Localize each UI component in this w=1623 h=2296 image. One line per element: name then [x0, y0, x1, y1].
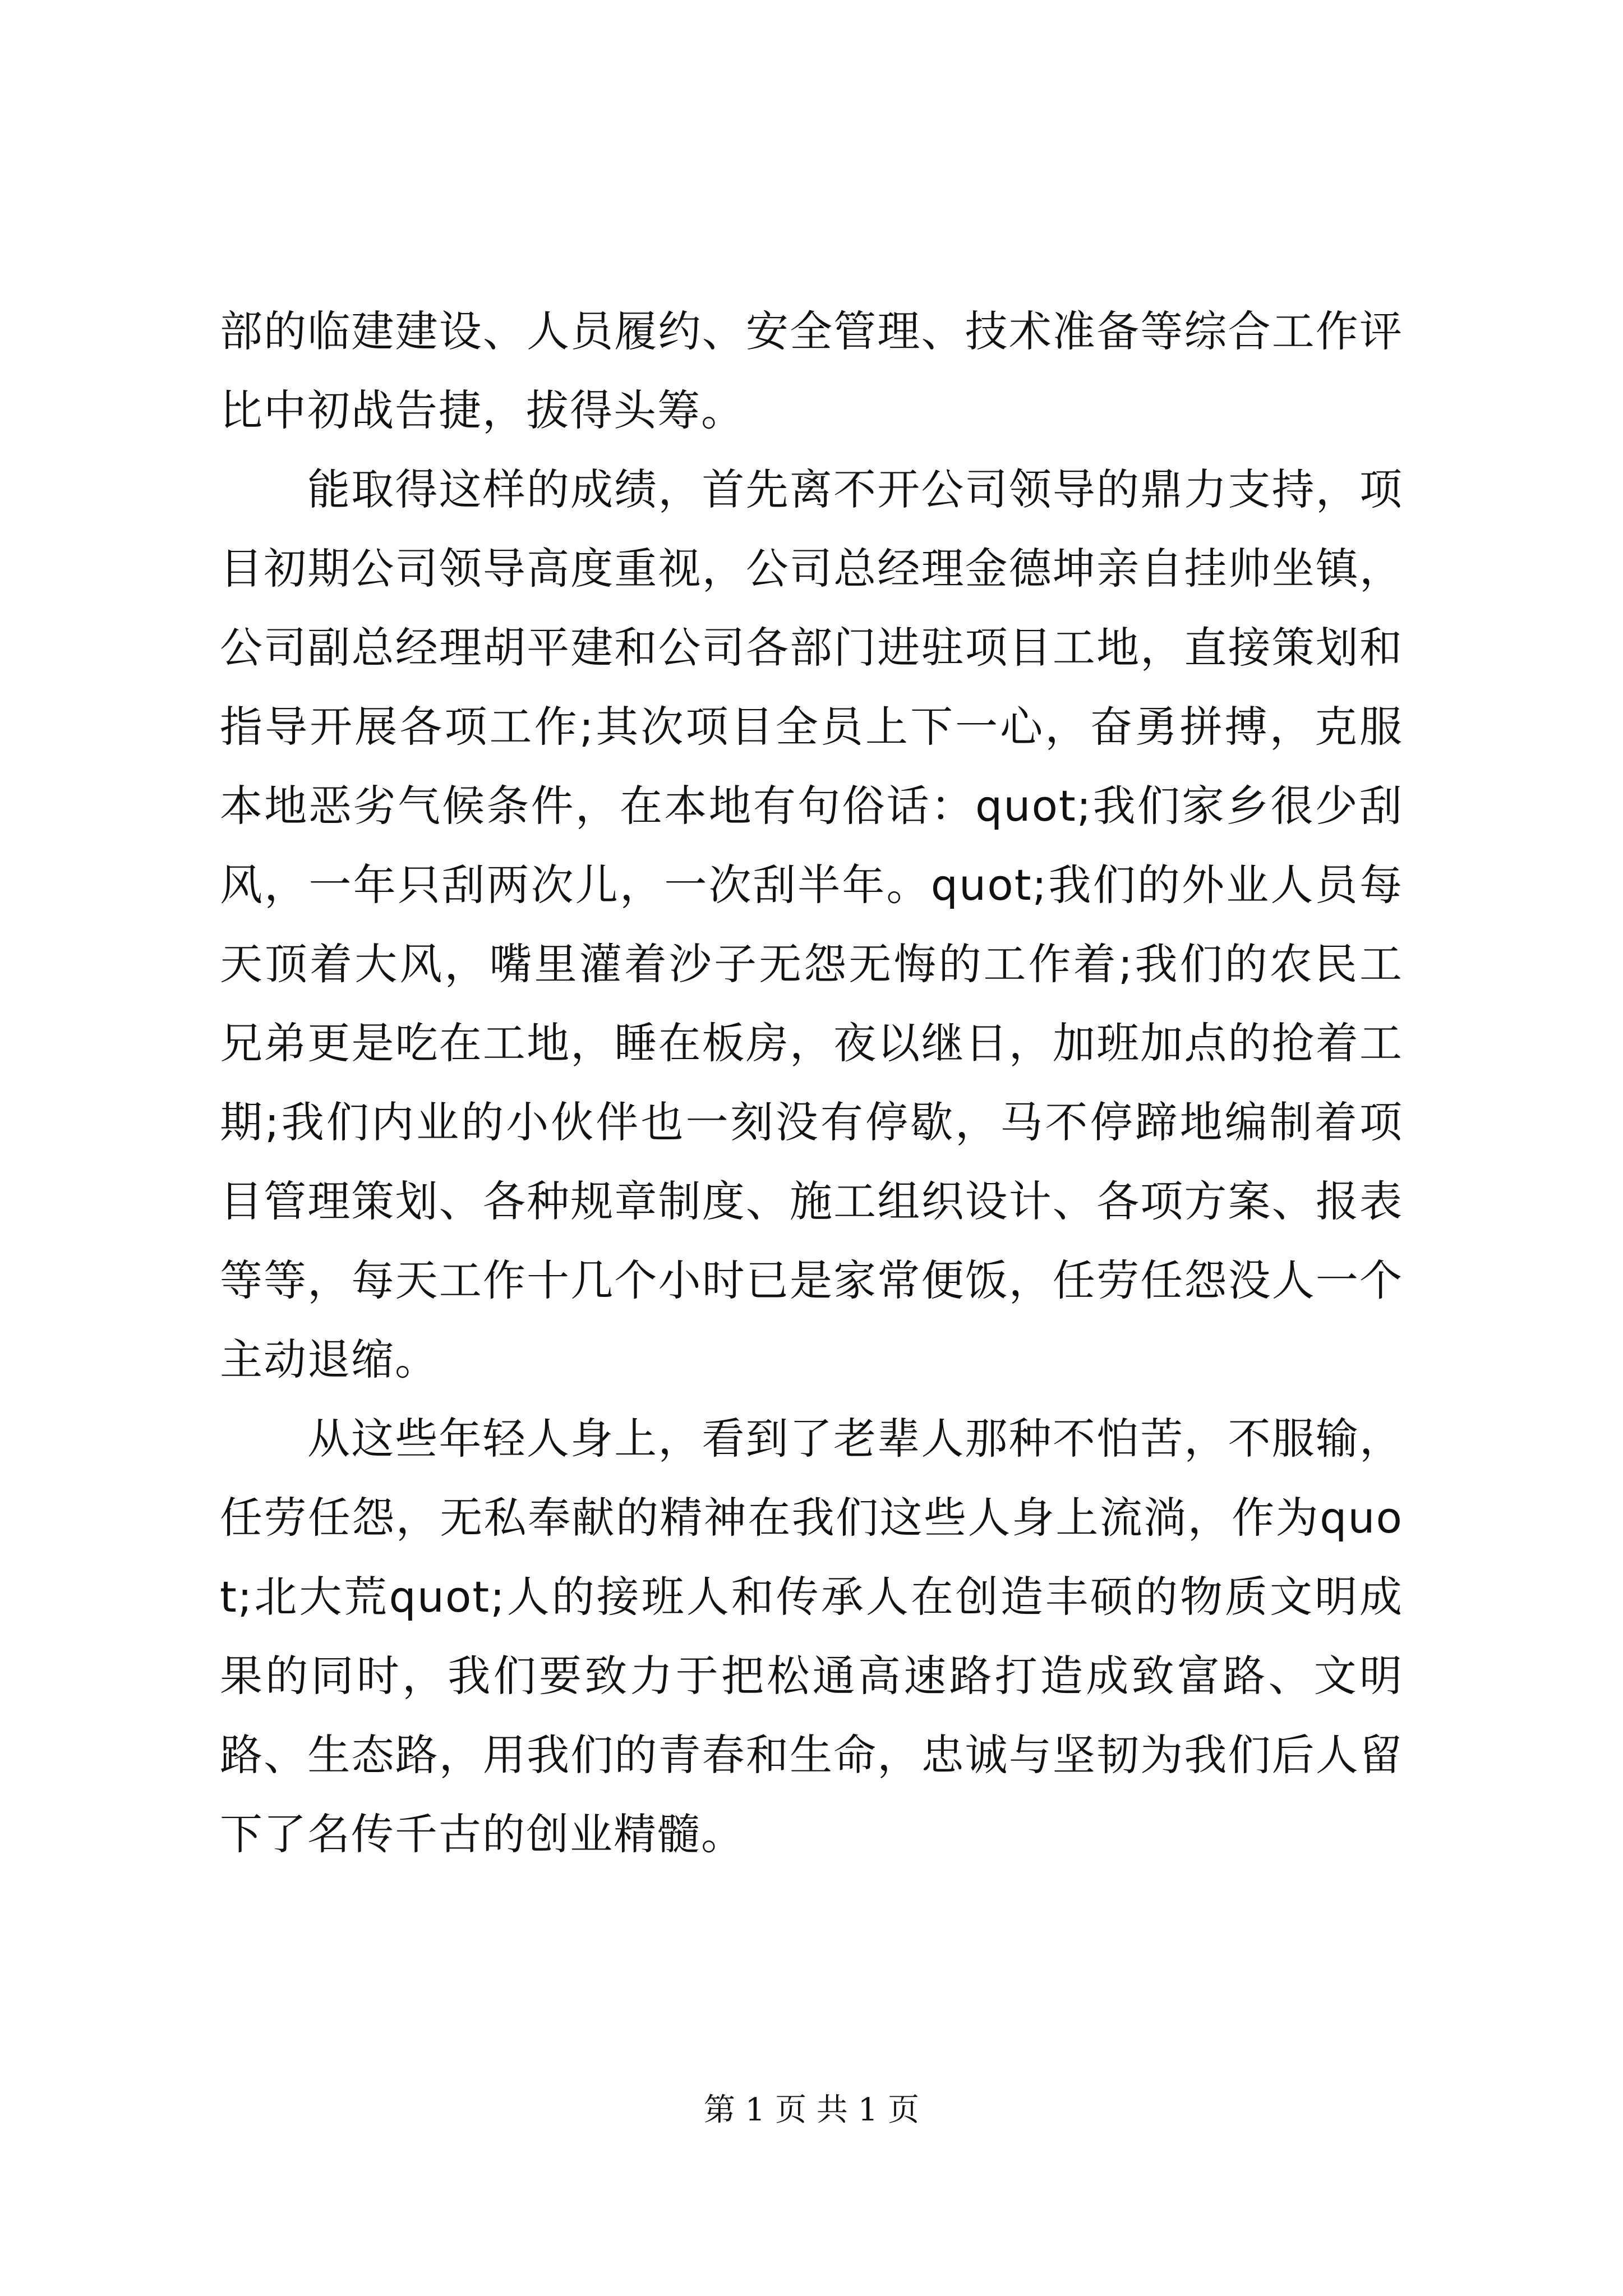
document-body — [220, 292, 1403, 1874]
paragraph-3: 从这些年轻人身上，看到了老辈人那种不怕苦，不服输，任劳任怨，无私奉献的精神在我们这些人身上流淌，作为quot;北大荒quot;人的接班人和传承人在创造丰硕的物质文明成果的同时，我们要致力于把松通高速路打造成致富路、文明路、生态路，用我们的青春和生命，忠诚与坚韧为我们后人留下了名传千古的创业精髓。 — [220, 1414, 1403, 1859]
page-footer: 第 1 页 共 1 页 — [703, 2092, 920, 2128]
paragraph-2: 能取得这样的成绩，首先离不开公司领导的鼎力支持，项目初期公司领导高度重视，公司总经理金德坤亲自挂帅坐镇，公司副总经理胡平建和公司各部门进驻项目工地，直接策划和指导开展各项工作;其次项目全员上下一心，奋勇拼搏，克服本地恶劣气候条件，在本地有句俗话：quot;我们家乡很少刮风，一年只刮两次儿，一次刮半年。quot;我们的外业人员每天顶着大风，嘴里灌着沙子无怨无悔的工作着;我们的农民工兄弟更是吃在工地，睡在板房，夜以继日，加班加点的抢着工期;我们内业的小伙伴也一刻没有停歇，马不停蹄地编制着项目管理策划、各种规章制度、施工组织设计、各项方案、报表等等，每天工作十几个小时已是家常便饭，任劳任怨没人一个主动退缩。 — [220, 464, 1403, 1384]
paragraph-1: 部的临建建设、人员履约、安全管理、技术准备等综合工作评比中初战告捷，拔得头筹。 — [220, 306, 1403, 435]
